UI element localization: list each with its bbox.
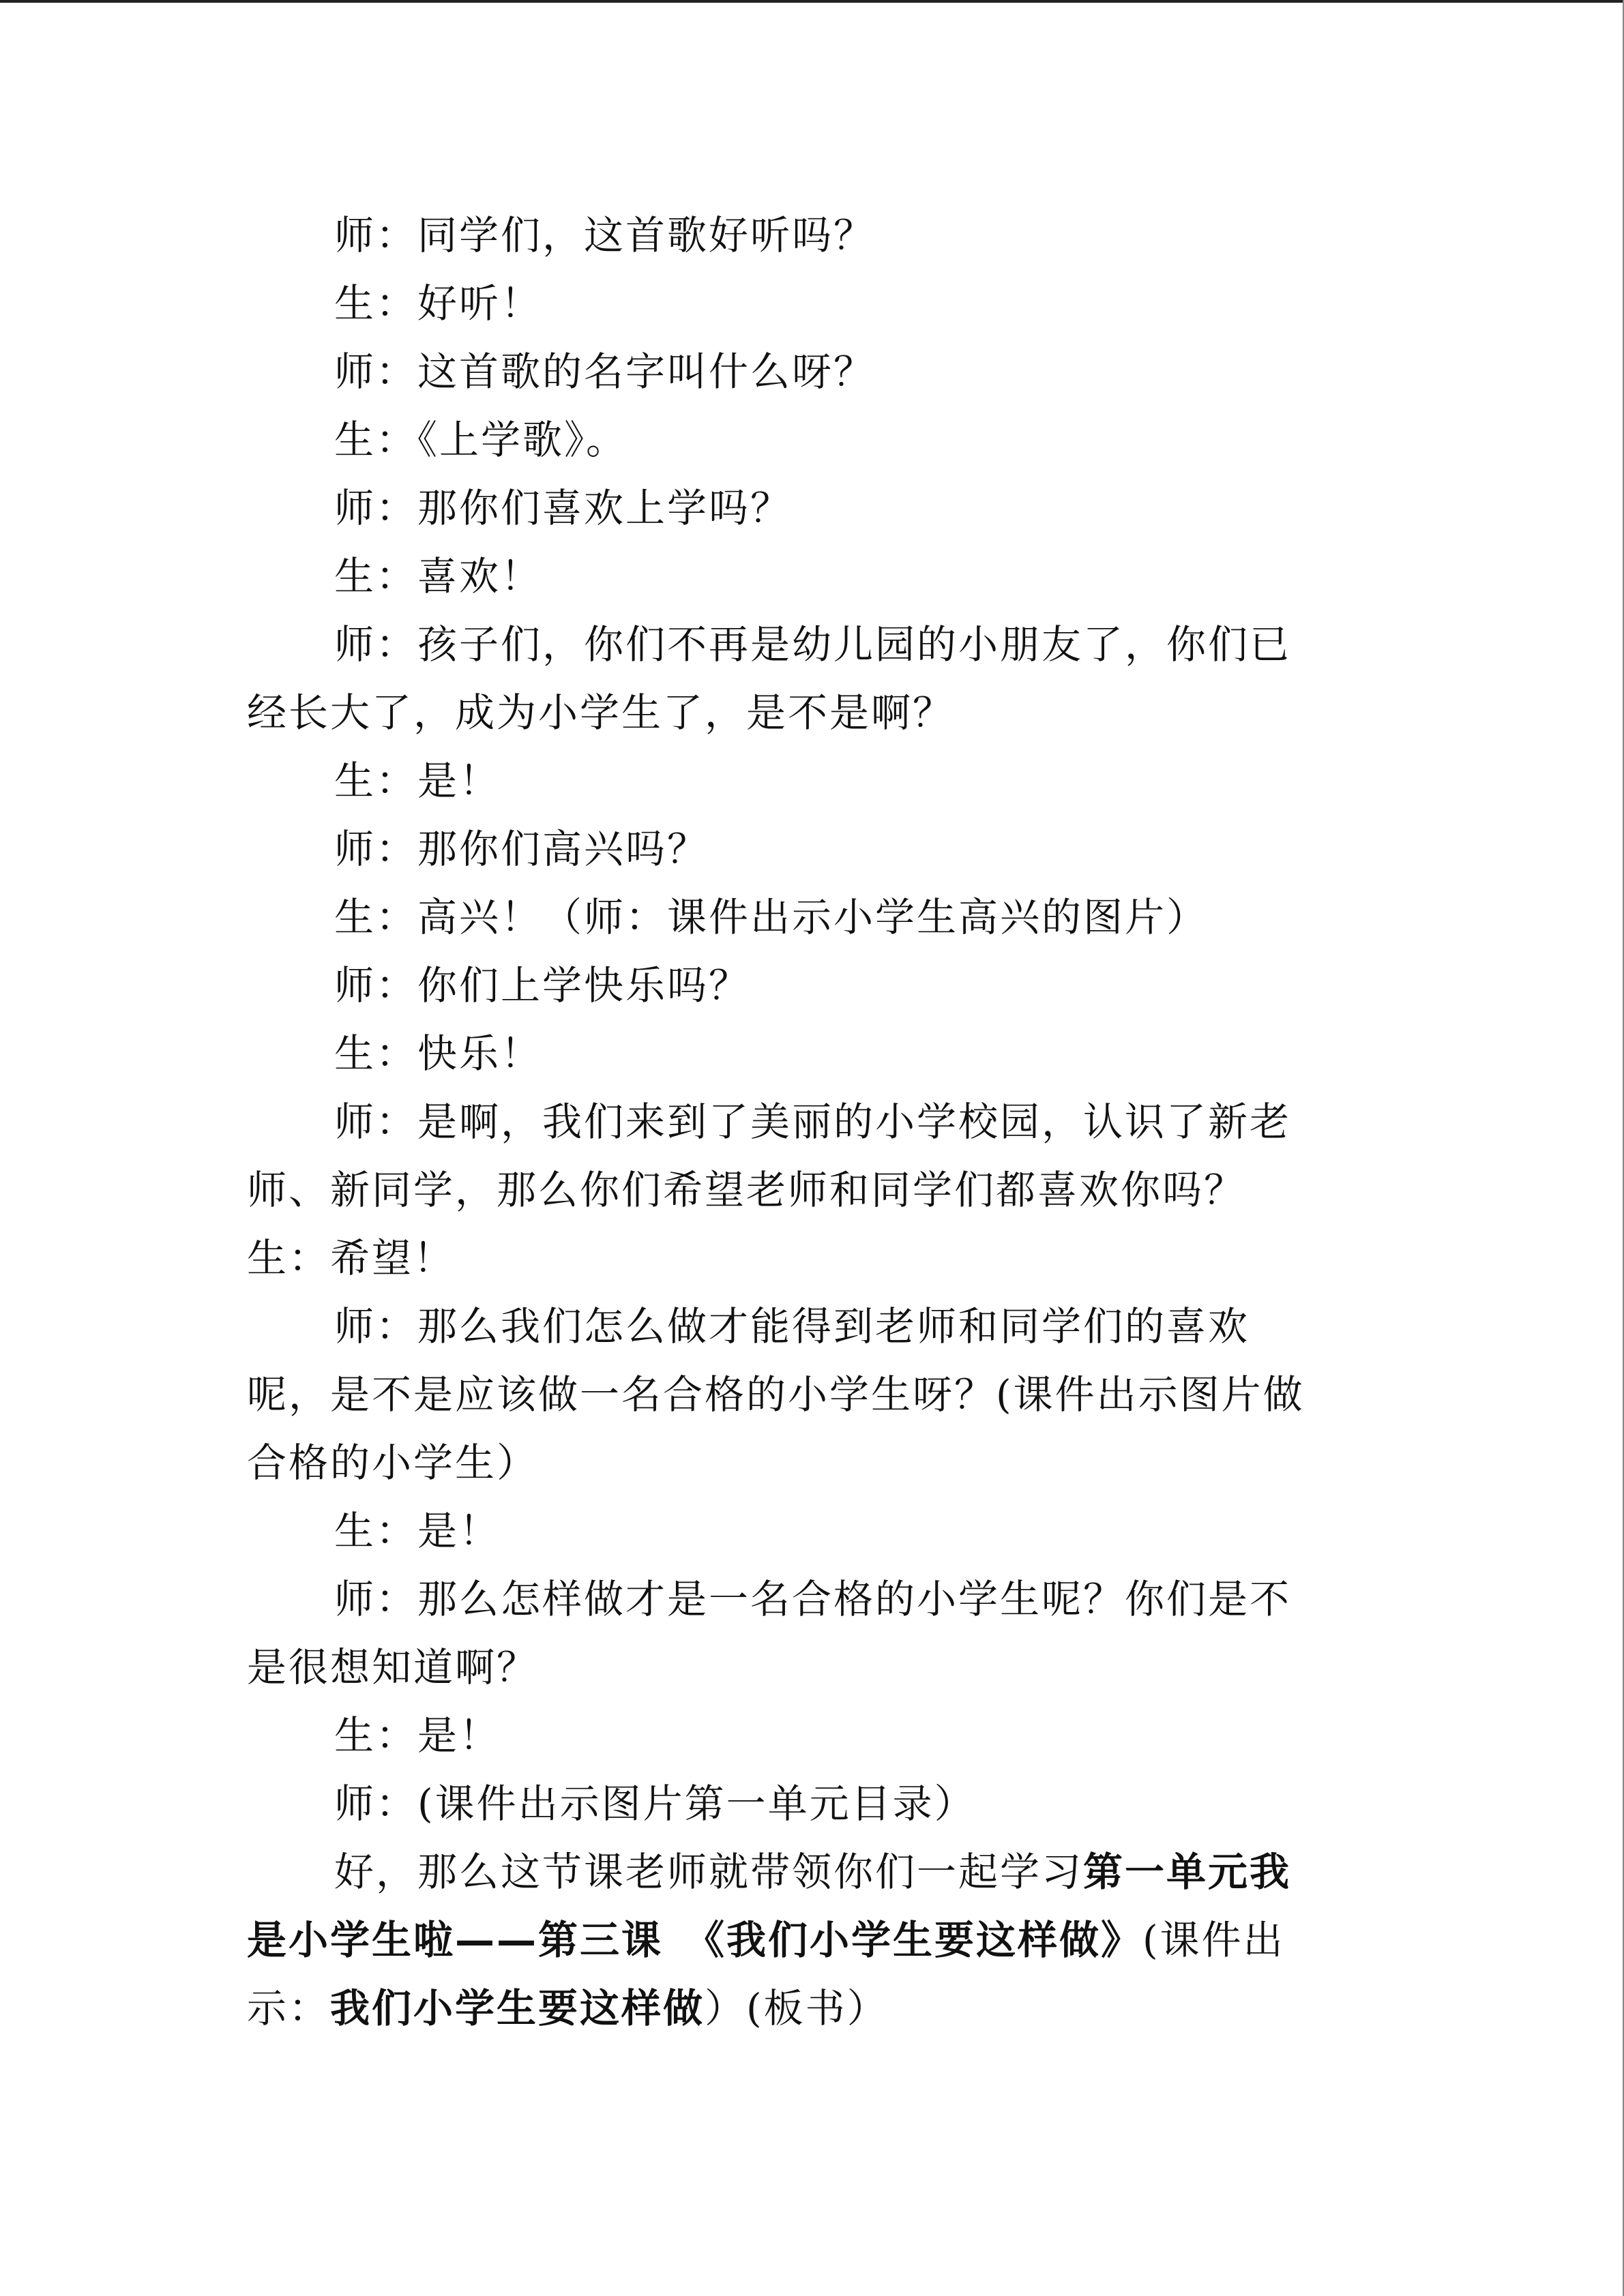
dialogue-line: 生：是！: [334, 1712, 501, 1759]
dialogue-line: 生：是！: [334, 1508, 501, 1554]
dialogue-line-continued: 合格的小学生）: [247, 1440, 539, 1486]
dialogue-line: 生：快乐！: [334, 1030, 543, 1077]
dialogue-line-continued: 是很想知道啊？: [247, 1644, 539, 1690]
dialogue-line-continued: 呢，是不是应该做一名合格的小学生呀？(课件出示图片做: [247, 1371, 1305, 1418]
unit-title-bold: 第一单元我: [1083, 1849, 1292, 1895]
lesson-intro-line: [247, 1974, 1379, 2042]
dialogue-line: 师：同学们，这首歌好听吗？: [334, 212, 876, 258]
lesson-transcript: [247, 201, 1379, 2042]
dialogue-line: 生：是！: [334, 758, 501, 804]
dialogue-line-continued: 经长大了，成为小学生了，是不是啊？: [247, 689, 955, 736]
lesson-intro-text: ）(板书）: [705, 1985, 889, 2031]
dialogue-line: 生：《上学歌》。: [334, 417, 628, 463]
dialogue-line: 生：喜欢！: [334, 553, 543, 599]
dialogue-line: 师：你们上学快乐吗？: [334, 962, 751, 1009]
dialogue-line: 师：这首歌的名字叫什么呀？: [334, 348, 876, 395]
lesson-title-bold: 是小学生啦——第三课 《我们小学生要这样做》: [247, 1917, 1143, 1963]
dialogue-line: 生：希望！: [247, 1235, 456, 1281]
lesson-intro-text: 示：: [247, 1985, 331, 2031]
board-title-bold: 我们小学生要这样做: [330, 1985, 705, 2031]
dialogue-line: 生：高兴！（师：课件出示小学生高兴的图片）: [334, 894, 1209, 940]
dialogue-line: 师：那你们高兴吗？: [334, 826, 709, 872]
lesson-intro-text: (课件出: [1142, 1917, 1285, 1963]
dialogue-line-continued: 师、新同学，那么你们希望老师和同学们都喜欢你吗？: [247, 1167, 1246, 1213]
dialogue-line: 师：(课件出示图片第一单元目录）: [334, 1780, 976, 1827]
dialogue-line: 师：那么我们怎么做才能得到老师和同学们的喜欢: [334, 1303, 1250, 1350]
page-top-border: [0, 0, 1624, 3]
lesson-intro-line: [247, 1906, 1379, 1974]
lesson-intro-text: 好，那么这节课老师就带领你们一起学习: [334, 1849, 1084, 1895]
lesson-intro-line: [247, 1838, 1379, 1906]
dialogue-line: 生：好听！: [334, 280, 543, 327]
dialogue-line: 师：那你们喜欢上学吗？: [334, 485, 793, 531]
dialogue-line: 师：是啊，我们来到了美丽的小学校园，认识了新老: [334, 1099, 1292, 1145]
dialogue-line: 师：那么怎样做才是一名合格的小学生呢？你们是不: [334, 1576, 1292, 1622]
dialogue-line: 师：孩子们，你们不再是幼儿园的小朋友了，你们已: [334, 621, 1292, 668]
